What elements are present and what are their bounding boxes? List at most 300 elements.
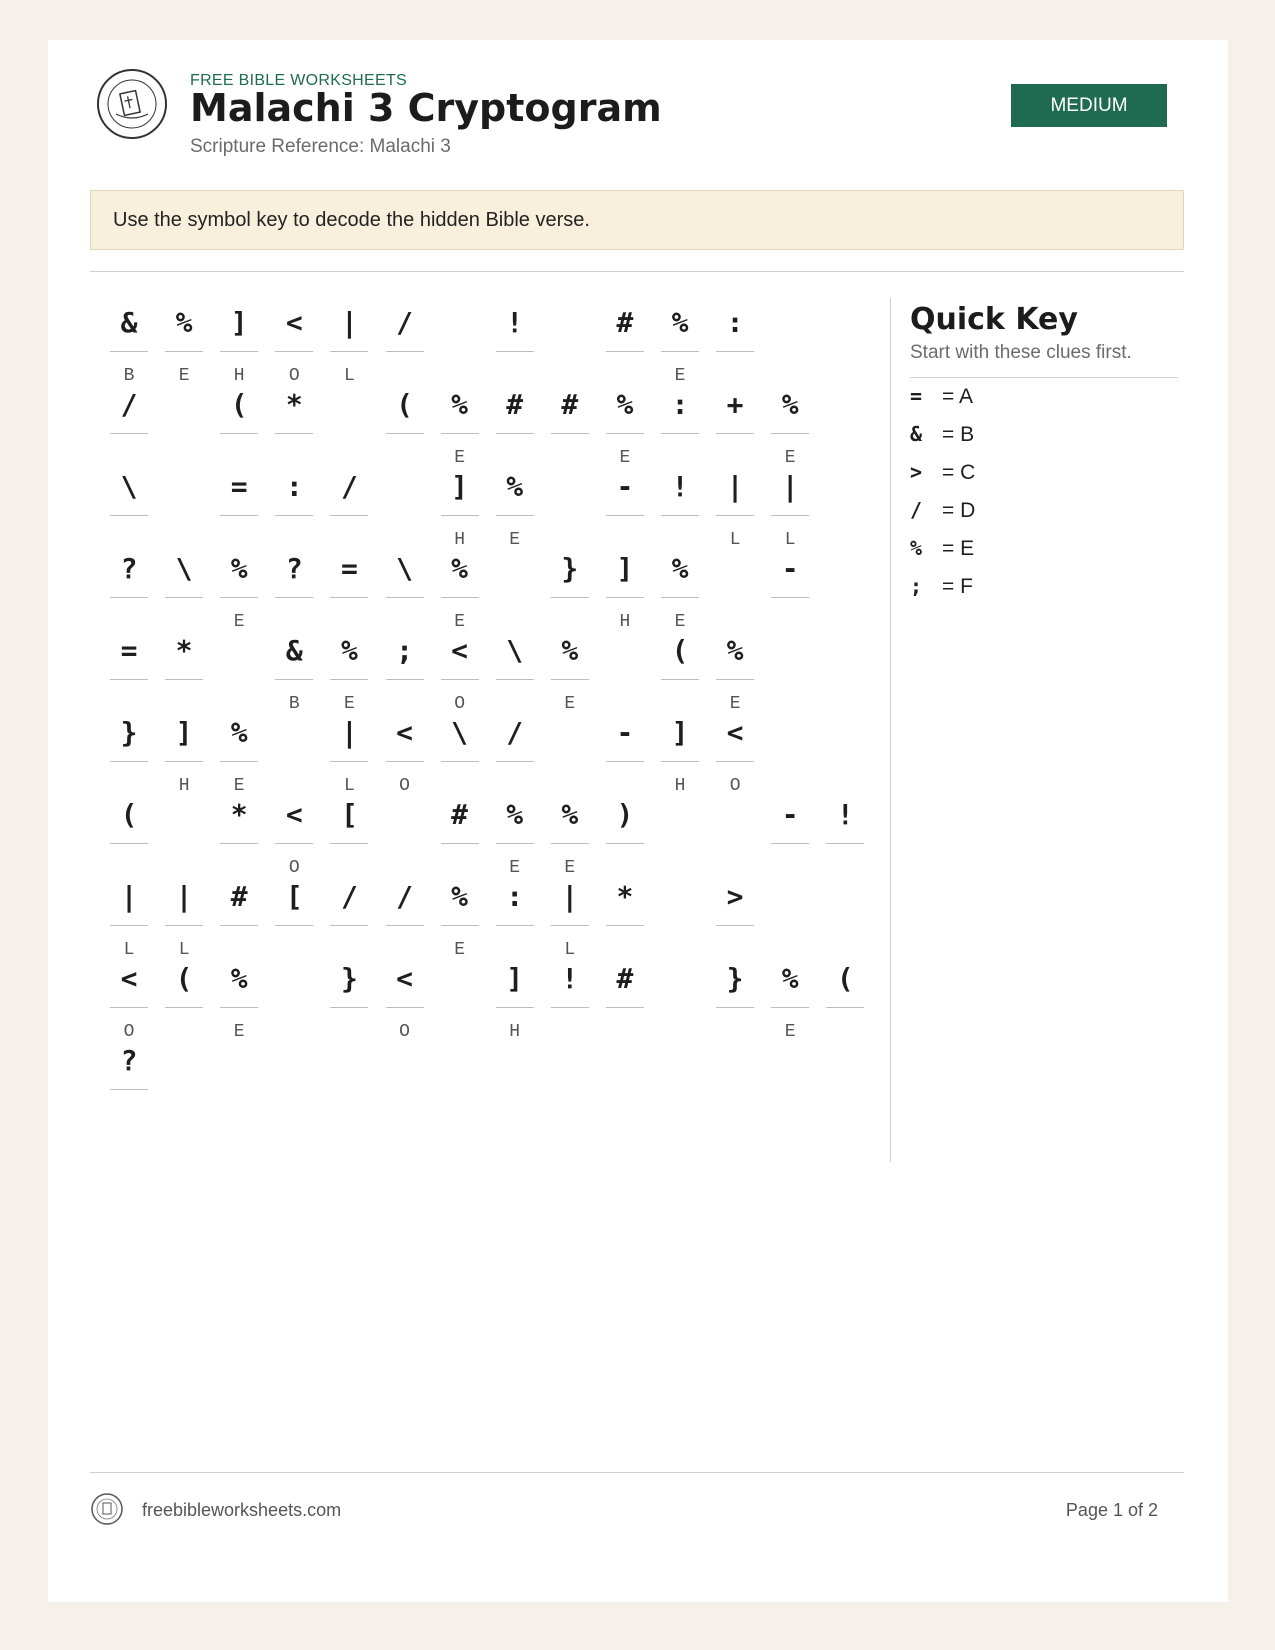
answer-letter: H — [674, 776, 686, 796]
cipher-cell[interactable] — [716, 302, 754, 362]
cipher-cell[interactable] — [496, 794, 534, 878]
cipher-symbol: ? — [120, 1044, 138, 1077]
answer-letter: L — [178, 940, 190, 960]
answer-line — [661, 351, 699, 352]
key-letter: = E — [942, 537, 975, 560]
word-space — [220, 630, 258, 690]
answer-letter: E — [564, 694, 576, 714]
cipher-cell[interactable] — [441, 876, 479, 960]
cipher-symbol: [ — [285, 880, 303, 913]
answer-line — [220, 761, 258, 762]
cipher-cell[interactable] — [220, 384, 258, 444]
word-space — [165, 794, 203, 854]
cipher-cell[interactable] — [606, 466, 644, 526]
word-space — [386, 466, 424, 526]
cipher-cell[interactable] — [386, 712, 424, 796]
cipher-cell[interactable] — [386, 384, 424, 444]
answer-line — [606, 351, 644, 352]
answer-line — [606, 515, 644, 516]
key-letter: = C — [942, 461, 976, 484]
answer-letter: H — [509, 1022, 521, 1042]
word-space — [716, 794, 754, 854]
cipher-symbol: % — [726, 634, 744, 667]
cipher-symbol: / — [340, 470, 358, 503]
cipher-symbol: ] — [230, 306, 248, 339]
answer-line — [275, 679, 313, 680]
answer-line — [441, 597, 479, 598]
cipher-cell[interactable] — [441, 712, 479, 772]
answer-line — [771, 1007, 809, 1008]
cipher-symbol: % — [561, 634, 579, 667]
cipher-symbol: ] — [451, 470, 469, 503]
answer-line — [330, 351, 368, 352]
cipher-symbol: \ — [396, 552, 413, 585]
answer-letter: O — [399, 1022, 410, 1042]
cipher-symbol: % — [451, 880, 469, 913]
cipher-cell[interactable] — [716, 958, 754, 1018]
answer-line — [441, 761, 479, 762]
cipher-symbol: : — [285, 470, 303, 503]
cipher-cell[interactable] — [441, 384, 479, 468]
cipher-symbol: % — [671, 306, 689, 339]
cipher-cell[interactable] — [826, 958, 864, 1018]
answer-letter: E — [784, 448, 796, 468]
cipher-cell[interactable] — [661, 466, 699, 526]
key-symbol: / — [910, 498, 923, 522]
cipher-cell[interactable] — [661, 630, 699, 690]
cipher-cell[interactable] — [496, 384, 534, 444]
cipher-cell[interactable] — [165, 876, 203, 960]
cipher-cell[interactable] — [496, 958, 534, 1042]
answer-line — [386, 925, 424, 926]
answer-line — [496, 679, 534, 680]
answer-line — [220, 515, 258, 516]
cipher-symbol: & — [120, 306, 138, 339]
cipher-symbol: % — [230, 962, 248, 995]
word-space — [661, 958, 699, 1018]
cipher-cell[interactable] — [110, 1040, 148, 1100]
cipher-symbol: % — [451, 552, 469, 585]
answer-line — [441, 925, 479, 926]
cipher-cell[interactable] — [220, 548, 258, 632]
cipher-symbol: \ — [451, 716, 469, 749]
cipher-cell[interactable] — [606, 548, 644, 632]
cipher-symbol: : — [726, 306, 744, 339]
answer-letter: E — [233, 776, 245, 796]
answer-line — [496, 433, 534, 434]
cipher-symbol: \ — [120, 470, 138, 503]
cipher-cell[interactable] — [551, 630, 589, 714]
key-symbol: % — [910, 536, 923, 560]
answer-letter: H — [233, 366, 245, 386]
word-space — [165, 466, 203, 526]
cipher-symbol: / — [506, 716, 524, 749]
answer-letter: B — [288, 694, 300, 714]
footer-divider — [90, 1472, 1184, 1473]
cipher-cell[interactable] — [165, 630, 203, 690]
cipher-cell[interactable] — [386, 876, 424, 936]
answer-line — [716, 515, 754, 516]
answer-letter: E — [454, 612, 465, 632]
cipher-symbol: = — [340, 552, 358, 585]
answer-line — [386, 351, 424, 352]
answer-line — [661, 515, 699, 516]
cipher-cell[interactable] — [771, 794, 809, 854]
cipher-symbol: : — [506, 880, 524, 913]
cipher-cell[interactable] — [496, 302, 534, 362]
answer-letter: E — [454, 448, 465, 468]
cipher-symbol: # — [616, 962, 634, 995]
cipher-cell[interactable] — [330, 712, 368, 796]
word-space — [275, 958, 313, 1018]
key-symbol: ; — [910, 574, 923, 598]
cipher-symbol: ! — [836, 798, 854, 831]
cipher-cell[interactable] — [330, 302, 368, 386]
cipher-symbol: < — [726, 716, 744, 749]
cipher-cell[interactable] — [771, 958, 809, 1042]
cipher-cell[interactable] — [606, 302, 644, 362]
cipher-cell[interactable] — [110, 384, 148, 444]
cipher-symbol: # — [561, 388, 579, 421]
cipher-cell[interactable] — [606, 794, 644, 854]
quick-key-divider — [910, 377, 1178, 378]
cipher-symbol: ! — [506, 306, 524, 339]
word-space — [551, 712, 589, 772]
cipher-cell[interactable] — [661, 302, 699, 386]
answer-line — [771, 597, 809, 598]
answer-letter: E — [674, 612, 686, 632]
footer-site-url[interactable]: freebibleworksheets.com — [142, 1500, 342, 1520]
cipher-symbol: % — [506, 798, 524, 831]
cipher-cell[interactable] — [220, 794, 258, 854]
cipher-cell[interactable] — [716, 466, 754, 550]
cipher-cell[interactable] — [330, 876, 368, 936]
cipher-symbol: - — [781, 552, 799, 585]
cipher-symbol: \ — [175, 552, 193, 585]
cipher-symbol: | — [340, 306, 358, 339]
cipher-cell[interactable] — [110, 958, 148, 1042]
word-space — [165, 384, 203, 444]
cipher-cell[interactable] — [771, 384, 809, 468]
answer-line — [165, 679, 203, 680]
key-symbol: > — [910, 460, 923, 484]
footer-logo-icon — [90, 1492, 124, 1526]
cipher-cell[interactable] — [606, 876, 644, 936]
answer-line — [165, 761, 203, 762]
cipher-cell[interactable] — [826, 794, 864, 854]
cipher-symbol: ( — [175, 962, 193, 995]
cipher-symbol: < — [120, 962, 138, 995]
word-space — [275, 712, 313, 772]
cipher-cell[interactable] — [330, 794, 368, 854]
word-space — [441, 958, 479, 1018]
answer-line — [275, 351, 313, 352]
cipher-cell[interactable] — [386, 548, 424, 608]
answer-line — [110, 843, 148, 844]
answer-line — [165, 925, 203, 926]
answer-line — [386, 761, 424, 762]
cipher-cell[interactable] — [110, 302, 148, 386]
cipher-cell[interactable] — [716, 712, 754, 796]
answer-line — [386, 433, 424, 434]
cipher-cell[interactable] — [551, 384, 589, 444]
cipher-symbol: } — [561, 552, 579, 585]
cipher-symbol: # — [616, 306, 634, 339]
answer-letter: E — [509, 858, 521, 878]
cipher-symbol: + — [726, 388, 744, 421]
word-space — [661, 876, 699, 936]
scripture-reference: Scripture Reference: Malachi 3 — [190, 136, 451, 157]
answer-letter: E — [674, 366, 686, 386]
cipher-cell[interactable] — [496, 876, 534, 936]
cipher-cell[interactable] — [661, 384, 699, 444]
answer-letter: E — [178, 366, 190, 386]
cipher-symbol: ( — [396, 388, 413, 421]
answer-letter: H — [178, 776, 190, 796]
answer-line — [110, 679, 148, 680]
key-letter: = D — [942, 499, 976, 522]
answer-letter: E — [509, 530, 521, 550]
cipher-cell[interactable] — [606, 712, 644, 772]
answer-line — [220, 433, 258, 434]
key-letter: = A — [942, 385, 973, 408]
answer-line — [275, 597, 313, 598]
cipher-symbol: < — [285, 306, 303, 339]
word-space — [496, 548, 534, 608]
answer-line — [826, 1007, 864, 1008]
answer-line — [716, 679, 754, 680]
cipher-cell[interactable] — [330, 958, 368, 1018]
cipher-symbol: ! — [671, 470, 689, 503]
cipher-cell[interactable] — [110, 548, 148, 608]
answer-line — [496, 761, 534, 762]
cipher-symbol: % — [451, 388, 469, 421]
cipher-cell[interactable] — [275, 466, 313, 526]
cipher-cell[interactable] — [110, 794, 148, 854]
answer-line — [496, 843, 534, 844]
answer-letter: E — [784, 1022, 796, 1042]
cipher-cell[interactable] — [220, 958, 258, 1042]
answer-line — [110, 761, 148, 762]
answer-letter: E — [454, 940, 465, 960]
quick-key-title: Quick Key — [910, 302, 1078, 337]
answer-letter: O — [454, 694, 465, 714]
quick-key-subtitle: Start with these clues first. — [910, 342, 1132, 363]
cipher-cell[interactable] — [441, 794, 479, 854]
answer-line — [275, 515, 313, 516]
answer-line — [275, 433, 313, 434]
answer-letter: E — [729, 694, 741, 714]
answer-line — [716, 925, 754, 926]
cipher-cell[interactable] — [330, 466, 368, 526]
answer-letter: L — [343, 776, 355, 796]
cipher-cell[interactable] — [496, 466, 534, 550]
cipher-symbol: % — [781, 962, 799, 995]
answer-line — [496, 925, 534, 926]
cipher-symbol: = — [120, 634, 138, 667]
answer-line — [441, 515, 479, 516]
answer-line — [496, 351, 534, 352]
answer-letter: E — [564, 858, 576, 878]
cipher-cell[interactable] — [496, 712, 534, 772]
cipher-cell[interactable] — [551, 794, 589, 878]
cipher-symbol: % — [230, 552, 248, 585]
cipher-cell[interactable] — [496, 630, 534, 690]
answer-line — [661, 433, 699, 434]
answer-line — [165, 1007, 203, 1008]
cipher-cell[interactable] — [220, 302, 258, 386]
cipher-symbol: } — [120, 716, 138, 749]
cipher-cell[interactable] — [110, 466, 148, 526]
cipher-symbol: | — [340, 716, 358, 749]
cipher-cell[interactable] — [220, 876, 258, 936]
cipher-symbol: : — [671, 388, 689, 421]
cipher-cell[interactable] — [110, 712, 148, 772]
cipher-cell[interactable] — [386, 630, 424, 690]
word-space — [386, 794, 424, 854]
answer-line — [165, 351, 203, 352]
answer-letter: E — [619, 448, 631, 468]
cipher-symbol: | — [726, 470, 744, 503]
cipher-cell[interactable] — [386, 302, 424, 362]
cipher-symbol: ! — [561, 962, 579, 995]
cipher-cell[interactable] — [771, 548, 809, 608]
cipher-symbol: * — [230, 798, 248, 831]
cipher-symbol: } — [340, 962, 358, 995]
cipher-cell[interactable] — [275, 794, 313, 878]
answer-line — [220, 843, 258, 844]
cipher-cell[interactable] — [551, 548, 589, 608]
cipher-symbol: < — [451, 634, 469, 667]
answer-line — [330, 843, 368, 844]
cipher-cell[interactable] — [441, 466, 479, 550]
answer-line — [330, 597, 368, 598]
answer-line — [220, 925, 258, 926]
cipher-cell[interactable] — [441, 548, 479, 632]
cipher-cell[interactable] — [551, 876, 589, 960]
answer-line — [441, 843, 479, 844]
cipher-symbol: ( — [230, 388, 248, 421]
answer-letter: O — [288, 858, 300, 878]
cipher-symbol: # — [506, 388, 524, 421]
cipher-symbol: | — [781, 470, 799, 503]
word-space — [661, 794, 699, 854]
answer-letter: L — [784, 530, 796, 550]
cipher-cell[interactable] — [275, 630, 313, 714]
cipher-symbol: % — [616, 388, 634, 421]
cipher-cell[interactable] — [275, 876, 313, 936]
cipher-cell[interactable] — [606, 384, 644, 468]
cipher-cell[interactable] — [771, 466, 809, 550]
cipher-cell[interactable] — [661, 548, 699, 632]
cipher-symbol: ? — [285, 552, 303, 585]
cipher-cell[interactable] — [275, 302, 313, 386]
answer-letter: E — [233, 1022, 245, 1042]
cipher-symbol: } — [726, 962, 744, 995]
cipher-cell[interactable] — [165, 548, 203, 608]
answer-line — [330, 925, 368, 926]
answer-line — [771, 515, 809, 516]
cipher-symbol: < — [396, 962, 413, 995]
instructions-box: Use the symbol key to decode the hidden Bible verse. — [90, 190, 1184, 250]
cipher-cell[interactable] — [716, 384, 754, 444]
cipher-cell[interactable] — [716, 876, 754, 936]
cipher-symbol: < — [396, 716, 413, 749]
cipher-symbol: - — [616, 716, 634, 749]
cipher-symbol: | — [561, 880, 579, 913]
answer-line — [110, 515, 148, 516]
answer-letter: H — [454, 530, 465, 550]
answer-letter: O — [288, 366, 300, 386]
cipher-symbol: / — [120, 388, 138, 421]
answer-line — [661, 761, 699, 762]
cipher-cell[interactable] — [275, 384, 313, 444]
cipher-cell[interactable] — [716, 630, 754, 714]
cipher-symbol: & — [285, 634, 303, 667]
answer-letter: H — [619, 612, 631, 632]
cipher-cell[interactable] — [606, 958, 644, 1018]
answer-line — [330, 515, 368, 516]
cipher-cell[interactable] — [220, 712, 258, 796]
answer-letter: E — [343, 694, 355, 714]
cipher-cell[interactable] — [441, 630, 479, 714]
answer-line — [386, 1007, 424, 1008]
answer-line — [551, 925, 589, 926]
answer-letter: O — [729, 776, 741, 796]
answer-letter: O — [399, 776, 410, 796]
answer-line — [661, 679, 699, 680]
column-divider — [890, 298, 891, 1162]
answer-line — [330, 1007, 368, 1008]
cipher-symbol: > — [726, 880, 744, 913]
cipher-symbol: % — [671, 552, 689, 585]
answer-letter: E — [233, 612, 245, 632]
answer-line — [441, 679, 479, 680]
cipher-cell[interactable] — [165, 958, 203, 1018]
cipher-symbol: * — [175, 634, 193, 667]
cipher-cell[interactable] — [386, 958, 424, 1042]
answer-line — [330, 761, 368, 762]
answer-line — [496, 515, 534, 516]
cipher-cell[interactable] — [551, 958, 589, 1018]
answer-line — [771, 843, 809, 844]
quick-key-item — [910, 417, 1110, 451]
answer-line — [826, 843, 864, 844]
cipher-cell[interactable] — [220, 466, 258, 526]
cipher-cell[interactable] — [110, 630, 148, 690]
cipher-cell[interactable] — [275, 548, 313, 608]
cipher-symbol: [ — [340, 798, 358, 831]
cipher-symbol: % — [340, 634, 358, 667]
cipher-cell[interactable] — [165, 712, 203, 796]
word-space — [716, 548, 754, 608]
answer-line — [220, 1007, 258, 1008]
answer-line — [551, 679, 589, 680]
key-letter: = B — [942, 423, 975, 446]
quick-key-item — [910, 493, 1110, 527]
cipher-cell[interactable] — [110, 876, 148, 960]
answer-line — [275, 843, 313, 844]
cipher-cell[interactable] — [661, 712, 699, 796]
cipher-cell[interactable] — [330, 548, 368, 608]
answer-line — [275, 925, 313, 926]
cipher-symbol: ( — [836, 962, 854, 995]
cipher-symbol: % — [781, 388, 799, 421]
cipher-cell[interactable] — [165, 302, 203, 386]
word-space — [330, 384, 368, 444]
answer-letter: L — [123, 940, 135, 960]
cipher-cell[interactable] — [330, 630, 368, 714]
